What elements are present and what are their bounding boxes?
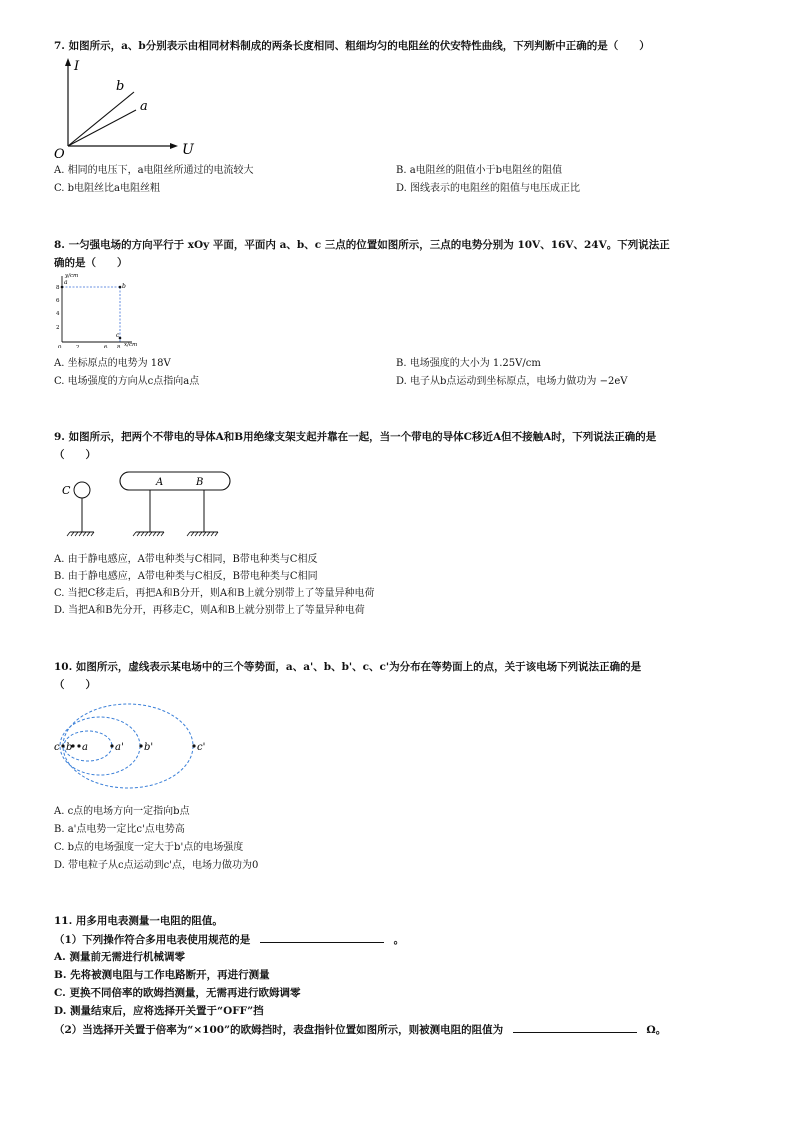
q9-option-b[interactable]: B. 由于静电感应，A带电种类与C相反，B带电种类与C相同 (54, 571, 318, 582)
q8-point-a: a (64, 279, 68, 286)
q8-y-tick-6: 6 (56, 298, 60, 304)
q10-option-b[interactable]: B. a'点电势一定比c'点电势高 (54, 824, 185, 835)
q8-x-tick-2: 2 (76, 345, 80, 348)
q8-point-b: b (122, 283, 126, 290)
q8-option-c[interactable]: C. 电场强度的方向从c点指向a点 (54, 376, 200, 387)
q9-label-c: C (62, 484, 71, 497)
q8-option-b[interactable]: B. 电场强度的大小为 1.25V/cm (396, 358, 541, 369)
q8-option-d[interactable]: D. 电子从b点运动到坐标原点，电场力做功为 −2eV (396, 376, 628, 387)
q11-sub2-text: （2）当选择开关置于倍率为“×100”的欧姆挡时，表盘指针位置如图所示，则被测电阻的阻值为 (54, 1024, 504, 1036)
q9-label-b: B (196, 477, 204, 488)
q10-stem-line2: （ ） (54, 679, 96, 691)
q7-origin: O (54, 147, 65, 160)
q11-option-c[interactable]: C. 更换不同倍率的欧姆挡测量，无需再进行欧姆调零 (54, 987, 301, 999)
q11-sub2-end: Ω。 (646, 1024, 667, 1036)
q9-conductors-figure (56, 466, 246, 544)
q10-option-d[interactable]: D. 带电粒子从c点运动到c'点，电场力做功为0 (54, 860, 259, 871)
q10-option-c[interactable]: C. b点的电场强度一定大于b'点的电场强度 (54, 842, 244, 853)
q8-x-tick-8: 8 (117, 345, 121, 348)
q11-option-a[interactable]: A. 测量前无需进行机械调零 (54, 951, 185, 963)
q7-iu-graph (54, 56, 204, 160)
q7-option-d[interactable]: D. 图线表示的电阻丝的阻值与电压成正比 (396, 183, 581, 194)
q10-point-c: c (54, 742, 60, 753)
q8-point-c: c (116, 332, 120, 339)
q8-stem-line1: 8. 一匀强电场的方向平行于 xOy 平面，平面内 a、b、c 三点的位置如图所示，三点的电势分别为 10V、16V、24V。下列说法正 (54, 239, 670, 251)
q11-sub2-row (54, 1020, 754, 1039)
q11-sub1-answer-blank[interactable] (260, 930, 384, 943)
q7-axis-u: U (182, 142, 194, 158)
q8-x-tick-6: 6 (104, 345, 108, 348)
q11-option-b[interactable]: B. 先将被测电阻与工作电路断开，再进行测量 (54, 969, 270, 981)
q7-line-b-label: b (116, 79, 125, 94)
q11-sub1-end: 。 (393, 934, 405, 946)
q8-y-tick-8: 8 (56, 285, 60, 291)
q8-y-tick-4: 4 (56, 311, 60, 317)
q9-option-c[interactable]: C. 当把C移走后，再把A和B分开，则A和B上就分别带上了等量异种电荷 (54, 588, 375, 599)
q10-point-b-prime: b' (144, 742, 154, 753)
q8-coordinate-figure (54, 272, 144, 348)
q11-sub2-answer-blank[interactable] (513, 1020, 637, 1033)
q10-point-a: a (82, 742, 88, 753)
q7-line-a-label: a (140, 99, 148, 114)
q10-point-a-prime: a' (115, 742, 124, 753)
q7-option-c[interactable]: C. b电阻丝比a电阻丝粗 (54, 183, 161, 194)
q7-option-b[interactable]: B. a电阻丝的阻值小于b电阻丝的阻值 (396, 165, 563, 176)
q10-stem-line1: 10. 如图所示，虚线表示某电场中的三个等势面，a、a'、b、b'、c、c'为分布在等势面上的点，关于该电场下列说法正确的是 (54, 661, 642, 673)
q7-axis-i: I (74, 59, 80, 74)
q8-stem-line2: 确的是（ ） (54, 257, 128, 269)
q11-stem: 11. 用多用电表测量一电阻的阻值。 (54, 915, 223, 927)
q8-y-label: y/cm (65, 273, 79, 279)
q10-point-b: b (66, 742, 73, 753)
q7-stem: 7. 如图所示，a、b分别表示由相同材料制成的两条长度相同、粗细均匀的电阻丝的伏安特性曲线，下列判断中正确的是（ ） (54, 40, 650, 52)
q9-label-a: A (156, 477, 164, 488)
q9-option-d[interactable]: D. 当把A和B先分开，再移走C，则A和B上就分别带上了等量异种电荷 (54, 605, 365, 616)
q10-equipotential-figure (52, 696, 222, 796)
q8-option-a[interactable]: A. 坐标原点的电势为 18V (54, 358, 171, 369)
q8-y-tick-2: 2 (56, 325, 60, 331)
q7-option-a[interactable]: A. 相同的电压下，a电阻丝所通过的电流较大 (54, 165, 254, 176)
q11-option-d[interactable]: D. 测量结束后，应将选择开关置于“OFF”挡 (54, 1005, 264, 1017)
q9-stem-line2: （ ） (54, 449, 96, 461)
q11-sub1-text: （1）下列操作符合多用电表使用规范的是 (54, 934, 251, 946)
q8-x-label: x/cm (124, 342, 138, 348)
q10-option-a[interactable]: A. c点的电场方向一定指向b点 (54, 806, 190, 817)
q10-point-c-prime: c' (197, 742, 206, 753)
q11-sub1-row (54, 930, 744, 949)
q8-x-tick-0: 0 (58, 345, 62, 348)
q9-option-a[interactable]: A. 由于静电感应，A带电种类与C相同，B带电种类与C相反 (54, 554, 318, 565)
q9-stem-line1: 9. 如图所示，把两个不带电的导体A和B用绝缘支架支起并靠在一起，当一个带电的导体C移近A但不接触A时，下列说法正确的是 (54, 431, 657, 443)
